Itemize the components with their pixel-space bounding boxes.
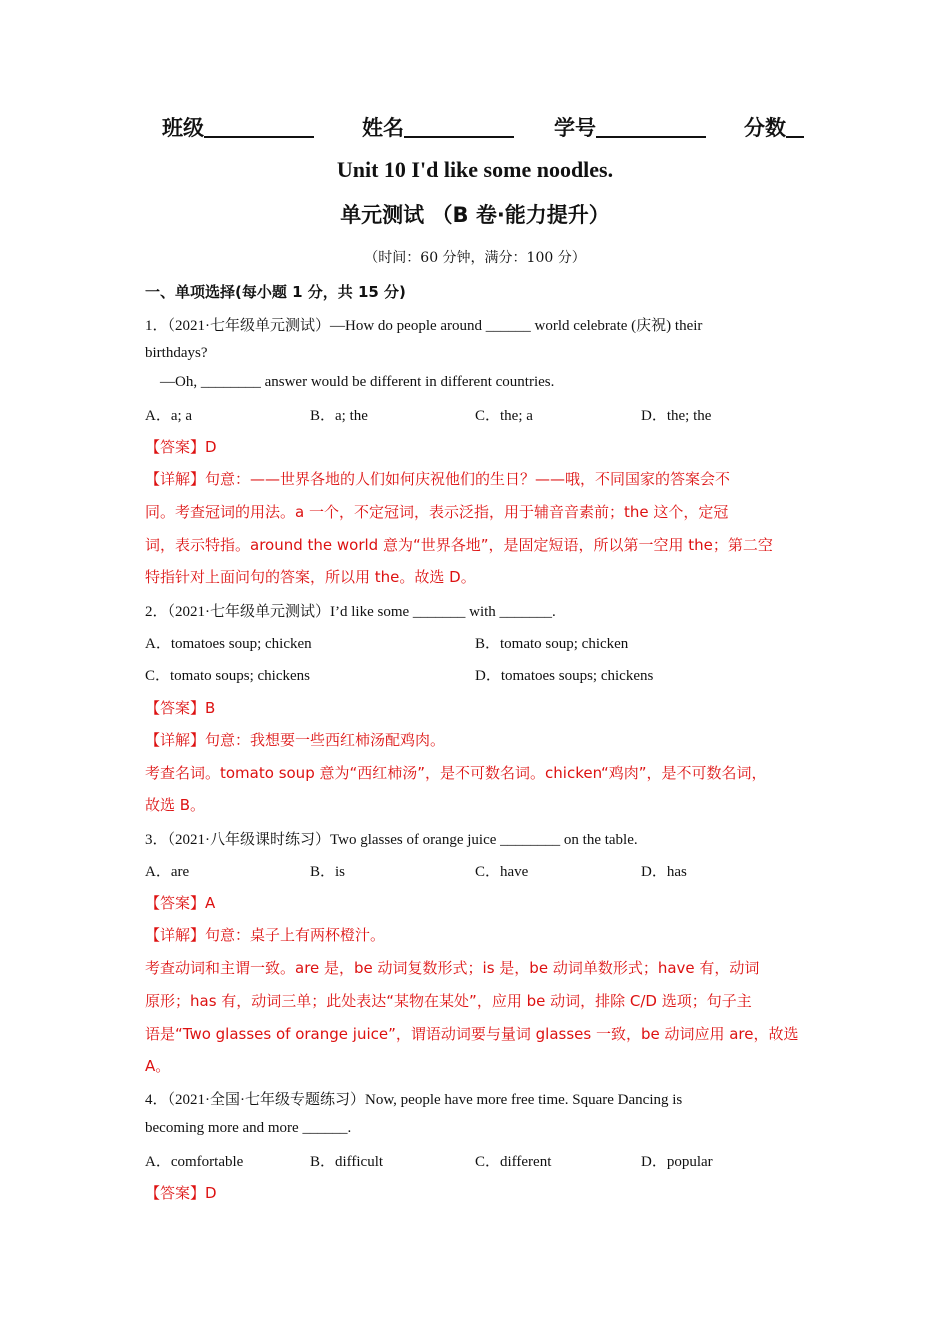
q3-detail-line: 【详解】句意：桌子上有两杯橙汁。: [145, 926, 386, 944]
name-blank[interactable]: [404, 112, 514, 138]
q3-detail-line: 原形；has 有，动词三单；此处表达“某物在某处”，应用 be 动词，排除 C/D 选项；句子主: [145, 992, 752, 1010]
student-info-header: [162, 112, 812, 148]
name-field[interactable]: [362, 112, 514, 142]
q4-option-c[interactable]: C．different: [475, 1154, 552, 1170]
id-label: 学号: [554, 116, 596, 140]
q1-option-a[interactable]: A．a; a: [145, 408, 193, 424]
question-1-line-2: birthdays?: [145, 345, 208, 361]
q2-option-a[interactable]: A．tomatoes soup; chicken: [145, 636, 312, 652]
score-field[interactable]: [744, 112, 804, 142]
q1-option-d[interactable]: D．the; the: [641, 408, 712, 424]
unit-title: Unit 10 I'd like some noodles.: [336, 157, 614, 182]
q3-option-c[interactable]: C．have: [475, 864, 529, 880]
q1-option-c[interactable]: C．the; a: [475, 408, 533, 424]
q3-option-b[interactable]: B．is: [310, 864, 346, 880]
question-4-line-2: becoming more and more ______.: [145, 1120, 352, 1136]
q4-option-b[interactable]: B．difficult: [310, 1154, 384, 1170]
q3-option-d[interactable]: D．has: [641, 864, 687, 880]
question-4-line-1: 4．（2021·全国·七年级专题练习）Now, people have more free time. Square Dancing is: [145, 1092, 683, 1108]
q3-detail-line: A。: [145, 1057, 171, 1075]
q1-answer: 【答案】D: [145, 438, 217, 456]
q3-detail-line: 考查动词和主谓一致。are 是，be 动词复数形式；is 是，be 动词单数形式；have 有，动词: [145, 959, 760, 977]
q3-answer: 【答案】A: [145, 894, 216, 912]
q1-detail-line: 【详解】句意：——世界各地的人们如何庆祝他们的生日？——哦，不同国家的答案会不: [145, 470, 731, 488]
question-3-line-1: 3．（2021·八年级课时练习）Two glasses of orange juice ________ on the table.: [145, 832, 638, 848]
q2-option-b[interactable]: B．tomato soup; chicken: [475, 636, 629, 652]
question-1-line-1: 1．（2021·七年级单元测试）—How do people around ______ world celebrate (庆祝) their: [145, 318, 703, 334]
name-label: 姓名: [362, 116, 404, 140]
q3-option-a[interactable]: A．are: [145, 864, 190, 880]
q2-detail-line: 【详解】句意：我想要一些西红柿汤配鸡肉。: [145, 731, 446, 749]
q4-option-a[interactable]: A．comfortable: [145, 1154, 244, 1170]
q1-detail-line: 词，表示特指。around the world 意为“世界各地”，是固定短语，所以第一空用 the；第二空: [145, 536, 773, 554]
q2-option-c[interactable]: C．tomato soups; chickens: [145, 668, 310, 684]
question-1-line-3: —Oh, ________ answer would be different in different countries.: [160, 374, 555, 390]
score-label: 分数: [744, 116, 786, 140]
id-field[interactable]: [554, 112, 706, 142]
class-blank[interactable]: [204, 112, 314, 138]
id-blank[interactable]: [596, 112, 706, 138]
class-label: 班级: [162, 116, 204, 140]
class-field[interactable]: [162, 112, 314, 142]
score-blank[interactable]: [786, 112, 804, 138]
q1-option-b[interactable]: B．a; the: [310, 408, 368, 424]
q2-option-d[interactable]: D．tomatoes soups; chickens: [475, 668, 654, 684]
q1-detail-line: 特指针对上面问句的答案，所以用 the。故选 D。: [145, 568, 476, 586]
q4-option-d[interactable]: D．popular: [641, 1154, 713, 1170]
section-heading: 一、单项选择(每小题 1 分，共 15 分): [145, 283, 406, 301]
q2-detail-line: 考查名词。tomato soup 意为“西红柿汤”，是不可数名词。chicken“鸡肉”，是不可数名词，: [145, 764, 767, 782]
test-info: （时间：60 分钟，满分：100 分）: [364, 250, 586, 266]
q3-detail-line: 语是“Two glasses of orange juice”，谓语动词要与量词 glasses 一致，be 动词应用 are，故选: [145, 1025, 799, 1043]
q2-answer: 【答案】B: [145, 699, 216, 717]
q2-detail-line: 故选 B。: [145, 796, 206, 814]
q1-detail-line: 同。考查冠词的用法。a 一个，不定冠词，表示泛指，用于辅音音素前；the 这个，定冠: [145, 503, 729, 521]
test-subtitle: 单元测试 （B 卷·能力提升）: [340, 203, 610, 227]
q4-answer: 【答案】D: [145, 1184, 217, 1202]
question-2-line-1: 2．（2021·七年级单元测试）I’d like some _______ with _______.: [145, 604, 556, 620]
